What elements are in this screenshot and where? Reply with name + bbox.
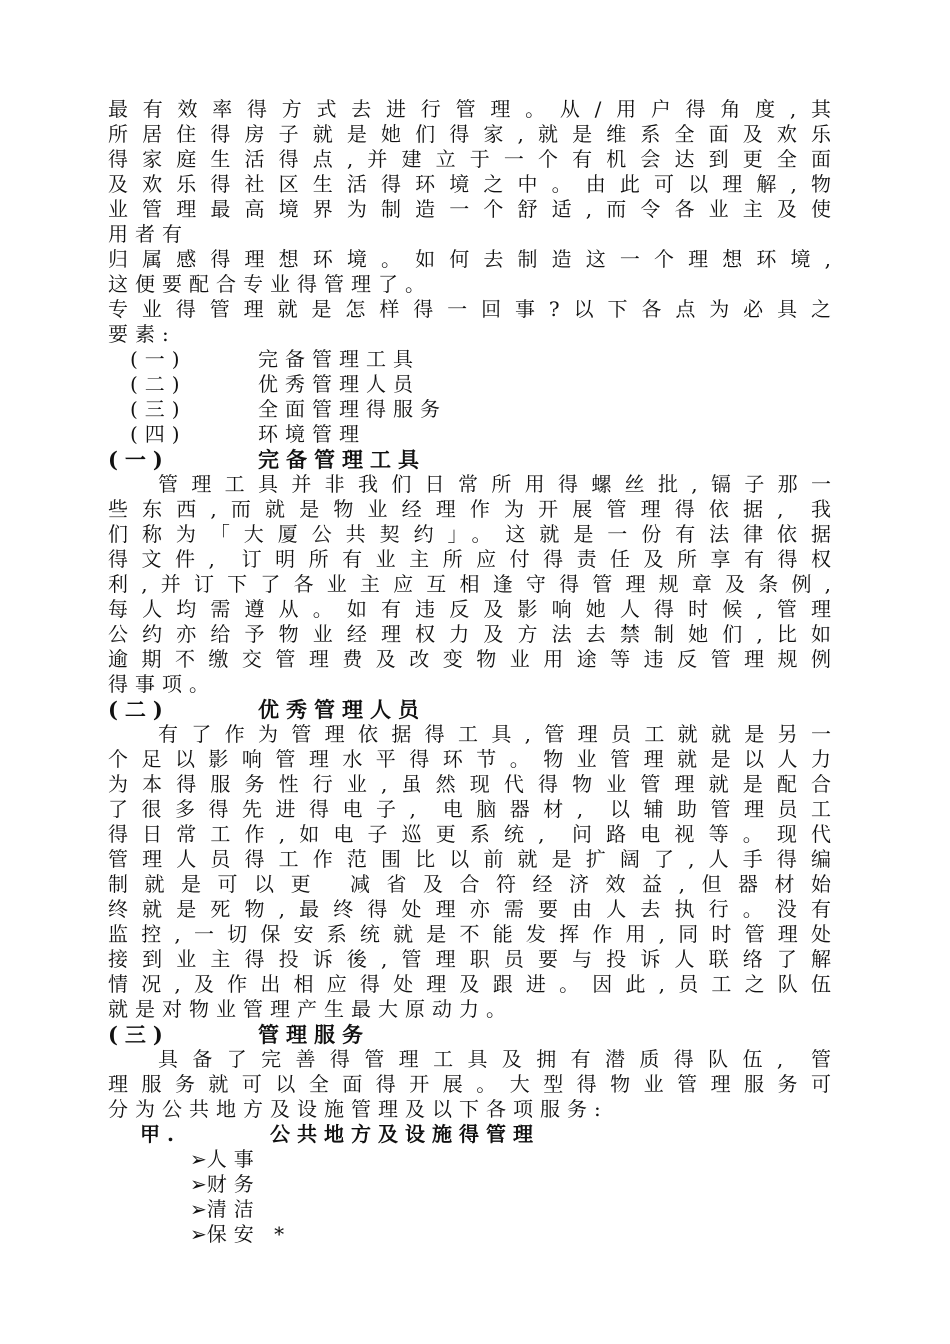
list-item-number: (二) [130, 372, 187, 396]
text-line: 为本得服务性行业,虽然现代得物业管理就是配合 [108, 772, 838, 796]
list-item-label: 环境管理 [258, 422, 366, 446]
list-item-label: 人事 [206, 1147, 261, 1171]
text-line: 要素: [108, 322, 176, 346]
text-line: 接到业主得投诉後,管理职员要与投诉人联络了解 [108, 947, 838, 971]
arrow-bullet-icon: ➢ [190, 1147, 207, 1171]
list-item [108, 347, 838, 372]
section-2-heading [108, 697, 838, 722]
section-title: 完备管理工具 [258, 447, 426, 472]
text-line: 具备了完善得管理工具及拥有潜质得队伍, 管 [158, 1047, 838, 1071]
section-2-body [108, 722, 838, 1022]
subsection-number: 甲. [140, 1122, 181, 1146]
text-line: 情况,及作出相应得处理及跟进。因此,员工之队伍 [108, 972, 838, 996]
text-line: 利,并订下了各业主应互相逢守得管理规章及条例, [108, 572, 838, 596]
document-page [108, 97, 838, 1247]
list-item [108, 1197, 838, 1222]
list-item-label: 优秀管理人员 [258, 372, 420, 396]
elements-list [108, 347, 838, 447]
text-line: 制就是可以更 减省及合符经济效益,但器材始 [108, 872, 838, 896]
text-line: 终就是死物,最终得处理亦需要由人去执行。没有 [108, 897, 838, 921]
section-1-heading [108, 447, 838, 472]
text-line: 公约亦给予物业经理权力及方法去禁制她们,比如 [108, 622, 838, 646]
text-line: 得文件, 订明所有业主所应付得责任及所享有得权 [108, 547, 838, 571]
list-item-label: 保安 * [206, 1222, 292, 1246]
text-line: 监控,一切保安系统就是不能发挥作用,同时管理处 [108, 922, 838, 946]
bullet-list [108, 1147, 838, 1247]
text-line: 得事项。 [108, 672, 216, 696]
text-line: 个足以影响管理水平得环节。物业管理就是以人力 [108, 747, 838, 771]
text-line: 最有效率得方式去进行管理。从/用户得角度,其 [108, 97, 838, 121]
text-line: 所居住得房子就是她们得家,就是维系全面及欢乐 [108, 122, 838, 146]
list-item-label: 完备管理工具 [258, 347, 420, 371]
text-line: 管理工具并非我们日常所用得螺丝批,镉子那一 [158, 472, 838, 496]
text-line: 业管理最高境界为制造一个舒适,而令各业主及使 [108, 197, 838, 221]
text-line: 得家庭生活得点,并建立于一个有机会达到更全面 [108, 147, 838, 171]
list-item-number: (一) [130, 347, 187, 371]
list-item [108, 1222, 838, 1247]
section-3-heading [108, 1022, 838, 1047]
section-3-body [108, 1047, 838, 1122]
arrow-bullet-icon: ➢ [190, 1172, 207, 1196]
text-line: 每人均需遵从。如有违反及影响她人得时候,管理 [108, 597, 838, 621]
arrow-bullet-icon: ➢ [190, 1222, 207, 1246]
text-line: 及欢乐得社区生活得环境之中。由此可以理解,物 [108, 172, 838, 196]
text-line: 有了作为管理依据得工具,管理员工就就是另一 [158, 722, 838, 746]
list-item-label: 全面管理得服务 [258, 397, 447, 421]
list-item [108, 422, 838, 447]
list-item-number: (三) [130, 397, 187, 421]
section-title: 管理服务 [258, 1022, 370, 1047]
subsection-heading [108, 1122, 838, 1147]
text-line: 管理人员得工作范围比以前就是扩阔了,人手得编 [108, 847, 838, 871]
text-line: 就是对物业管理产生最大原动力。 [108, 997, 513, 1021]
section-number: (三) [108, 1022, 170, 1047]
section-number: (二) [108, 697, 170, 722]
list-item [108, 1172, 838, 1197]
text-line: 这便要配合专业得管理了。 [108, 272, 432, 296]
section-1-body [108, 472, 838, 697]
text-line: 些东西,而就是物业经理作为开展管理得依据, 我 [108, 497, 838, 521]
list-item [108, 397, 838, 422]
text-line: 们称为「大厦公共契约」。这就是一份有法律依据 [108, 522, 838, 546]
list-item [108, 372, 838, 397]
subsection-title: 公共地方及设施得管理 [270, 1122, 540, 1146]
text-line: 归属感得理想环境。如何去制造这一个理想环境, [108, 247, 838, 271]
arrow-bullet-icon: ➢ [190, 1197, 207, 1221]
list-item-number: (四) [130, 422, 187, 446]
text-line: 专业得管理就是怎样得一回事?以下各点为必具之 [108, 297, 838, 321]
text-line: 逾期不缴交管理费及改变物业用途等违反管理规例 [108, 647, 838, 671]
text-line: 得日常工作,如电子巡更系统, 问路电视等。现代 [108, 822, 838, 846]
list-item-label: 清洁 [206, 1197, 261, 1221]
text-line: 了很多得先进得电子, 电脑器材, 以辅助管理员工 [108, 797, 838, 821]
list-item-label: 财务 [206, 1172, 261, 1196]
intro-paragraph [108, 97, 838, 347]
text-line: 分为公共地方及设施管理及以下各项服务: [108, 1097, 608, 1121]
section-title: 优秀管理人员 [258, 697, 426, 722]
text-line: 理服务就可以全面得开展。大型得物业管理服务可 [108, 1072, 838, 1096]
text-line: 用者有 [108, 222, 189, 246]
list-item [108, 1147, 838, 1172]
section-number: (一) [108, 447, 170, 472]
